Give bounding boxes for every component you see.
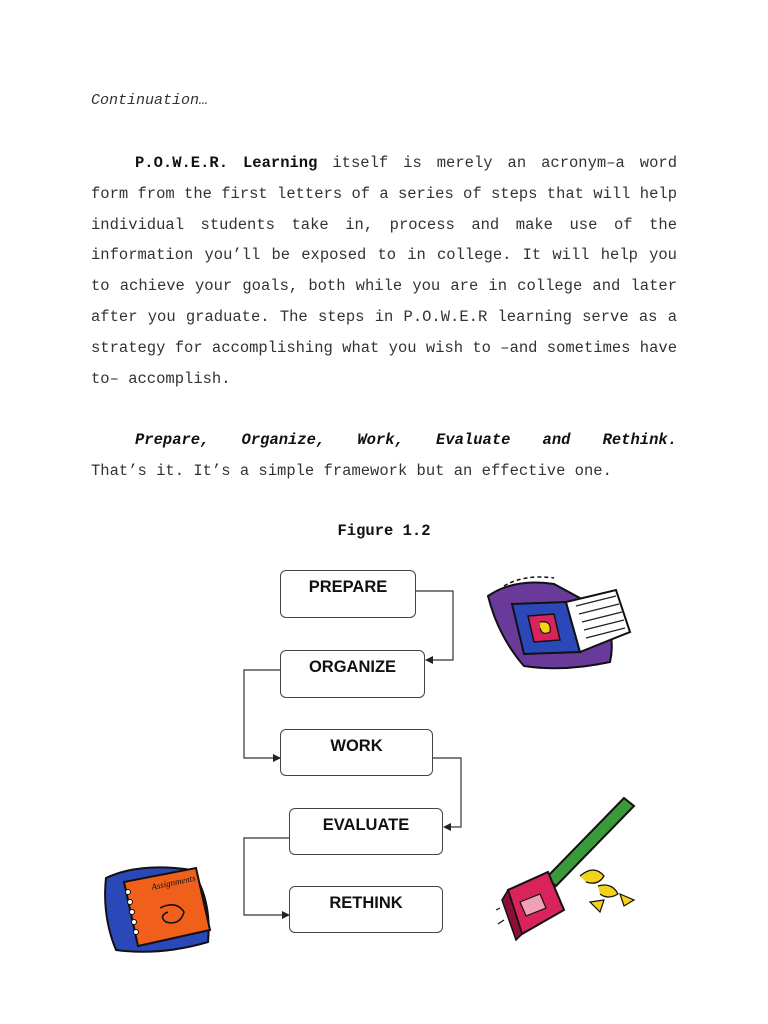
power-learning-term: P.O.W.E.R. Learning bbox=[135, 154, 318, 172]
intro-paragraph-text: itself is merely an acronym–a word form from the first letters of a series of steps that will help individual students take in, process and make use of the information you’ll be exposed to in college. It will help you to achieve your goals, both while you are in college and later after you graduate. The steps in P.O.W.E.R learning serve as a strategy for accomplishing what you wish to –and sometimes have to– accomplish. bbox=[91, 154, 677, 388]
step-organize bbox=[280, 650, 425, 698]
step-prepare-label: PREPARE bbox=[308, 578, 388, 596]
pencil-sharpener-icon bbox=[494, 790, 644, 946]
step-evaluate-label: EVALUATE bbox=[322, 816, 410, 834]
step-rethink-label: RETHINK bbox=[329, 894, 403, 912]
assignments-label: Assignments bbox=[150, 872, 197, 892]
open-book-icon bbox=[484, 574, 634, 674]
figure-title: Figure 1.2 bbox=[337, 522, 431, 540]
steps-list-term: Prepare, Organize, Work, Evaluate and Rethink. bbox=[135, 431, 677, 449]
step-rethink bbox=[289, 886, 443, 933]
assignments-notebook-icon bbox=[100, 860, 220, 958]
steps-paragraph-text: That’s it. It’s a simple framework but an effective one. bbox=[91, 461, 612, 480]
connector-evaluate-rethink bbox=[244, 838, 289, 915]
step-organize-label: ORGANIZE bbox=[308, 658, 397, 676]
step-evaluate bbox=[289, 808, 443, 855]
step-work bbox=[280, 729, 433, 776]
connector-organize-work bbox=[244, 670, 280, 758]
continuation-label: Continuation… bbox=[91, 92, 209, 109]
step-work-label: WORK bbox=[330, 737, 383, 755]
step-prepare bbox=[280, 570, 416, 618]
